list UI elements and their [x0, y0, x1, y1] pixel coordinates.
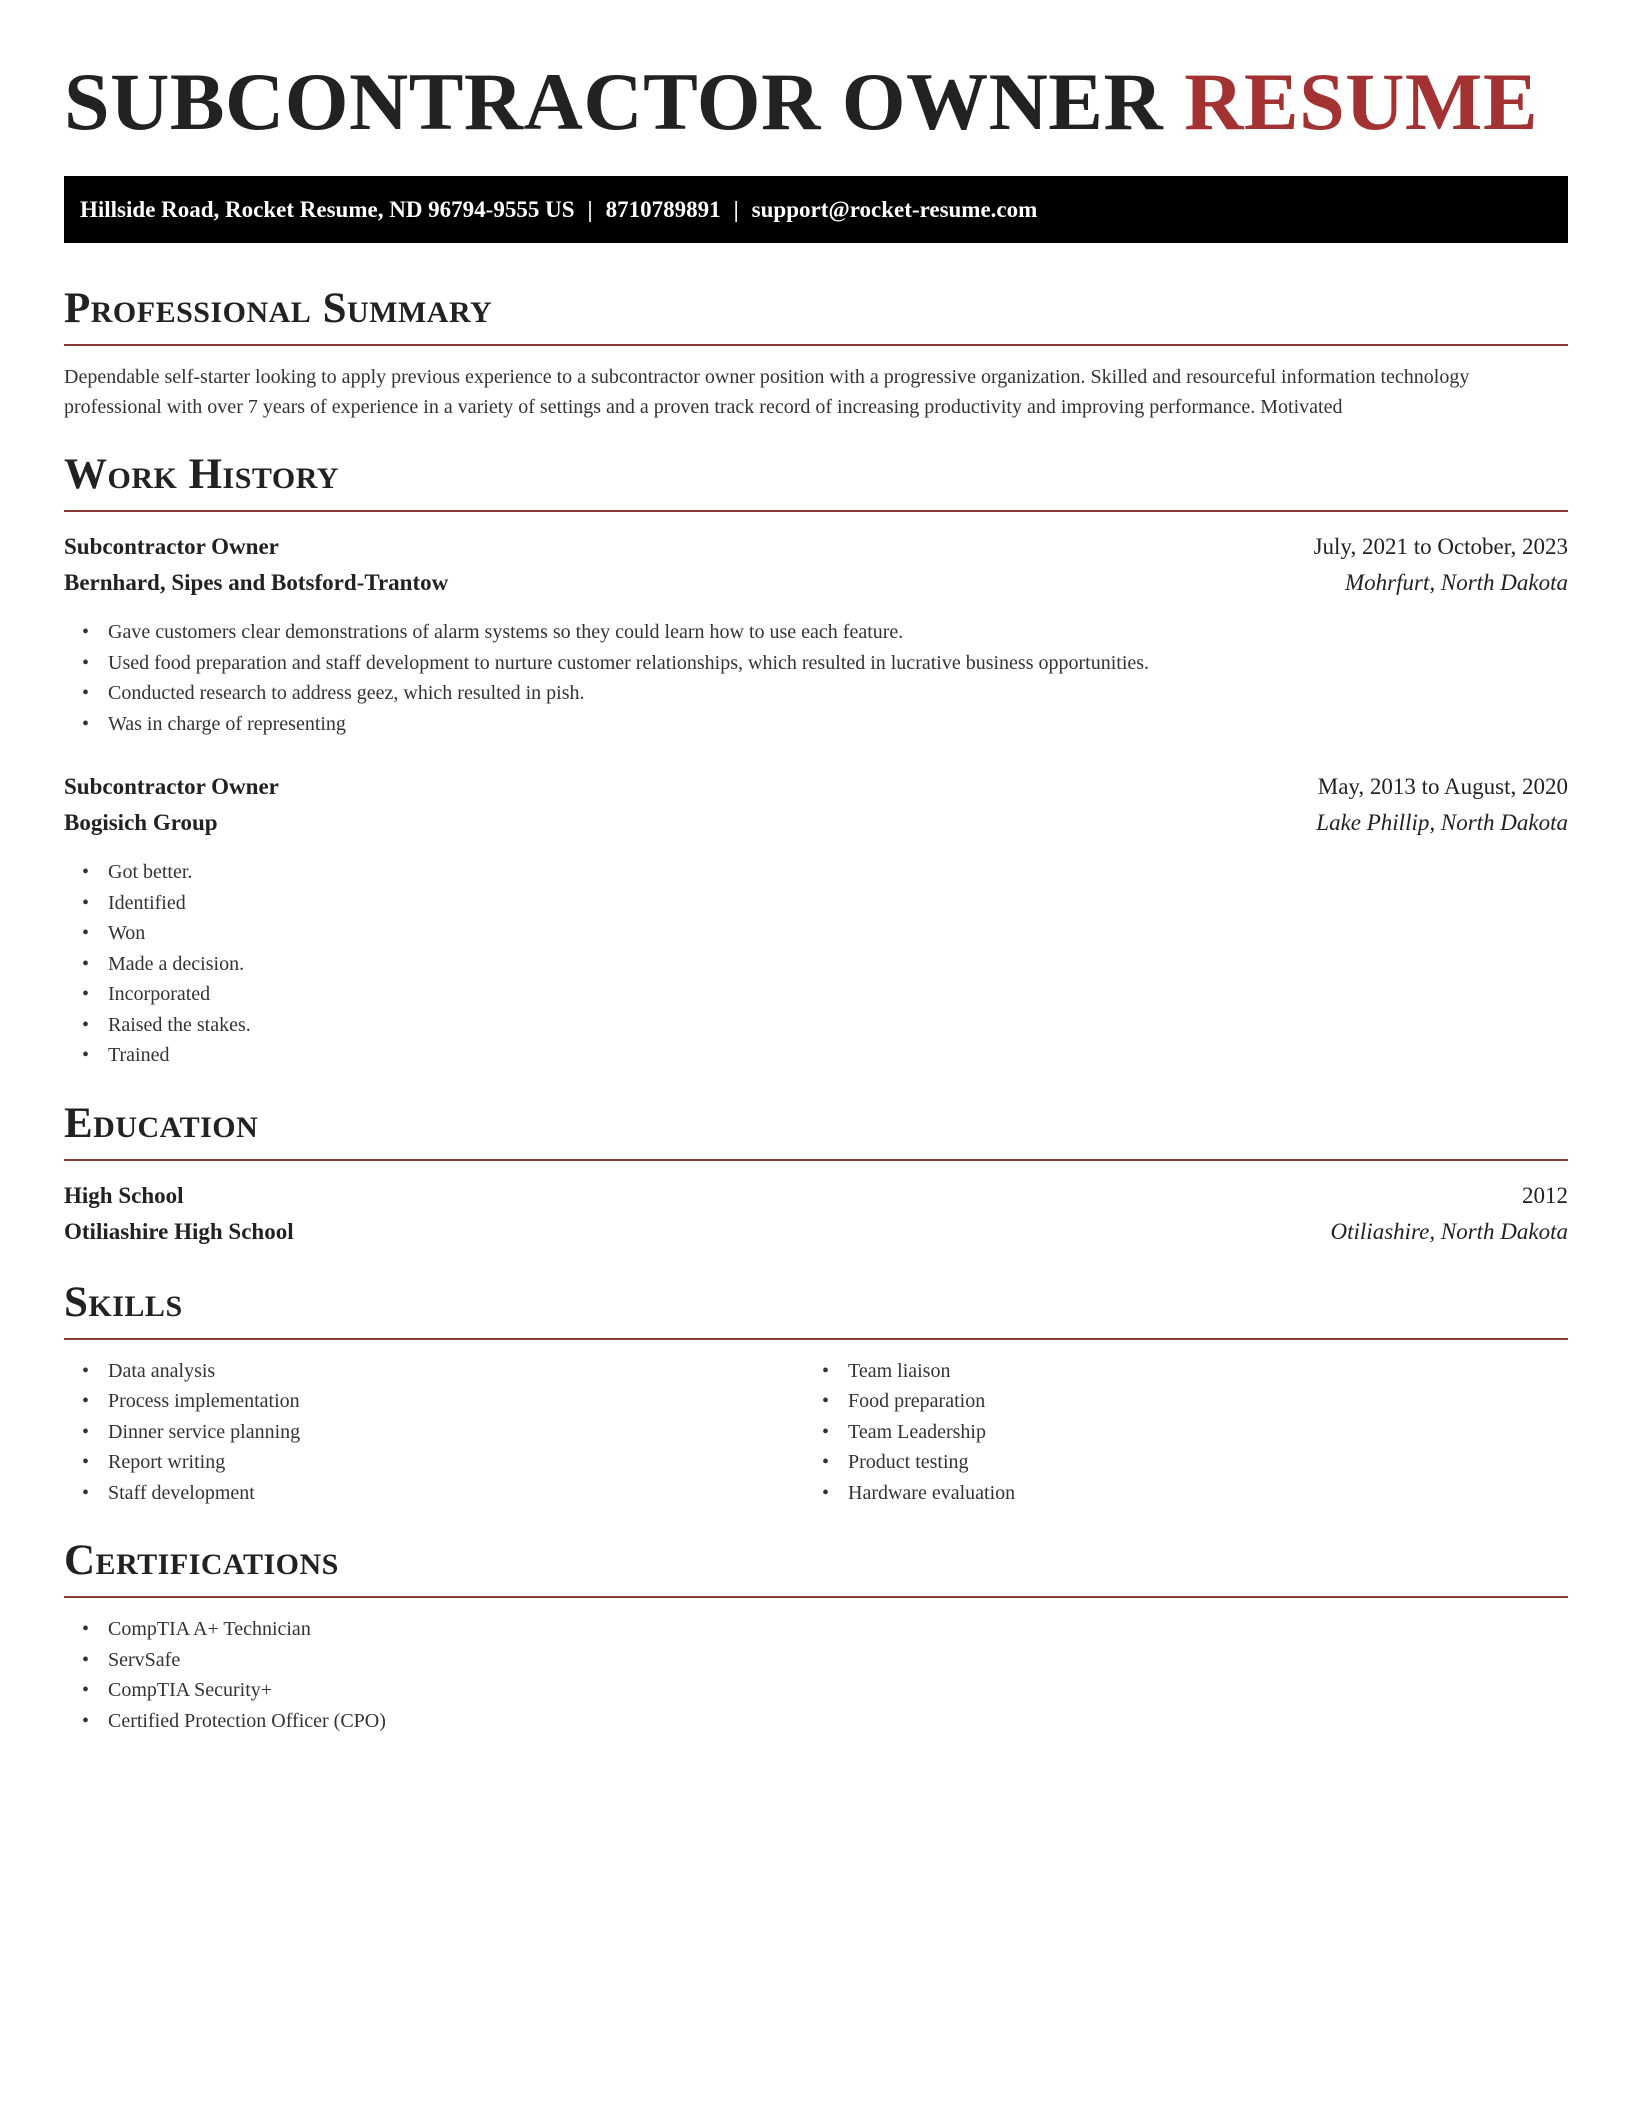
job-location: Lake Phillip, North Dakota — [1316, 810, 1568, 835]
list-item: • Staff development — [108, 1478, 804, 1509]
list-item: • Gave customers clear demonstrations of alarm systems so they could learn how to use each feature. — [108, 617, 1568, 648]
contact-separator: | — [733, 197, 739, 222]
job-entry — [64, 769, 1568, 1071]
section-divider — [64, 1159, 1568, 1161]
list-item: • Won — [108, 918, 1568, 949]
list-item: • Report writing — [108, 1447, 804, 1478]
list-item: • Dinner service planning — [108, 1417, 804, 1448]
education-header-row — [64, 1178, 1568, 1214]
list-item: • Food preparation — [848, 1386, 1544, 1417]
skills-heading: Skills — [64, 1278, 183, 1326]
job-header-row — [64, 529, 1568, 565]
education-entry — [64, 1178, 1568, 1250]
list-item: • Trained — [108, 1040, 1568, 1071]
contact-phone: 8710789891 — [605, 197, 721, 222]
certifications-heading: Certifications — [64, 1537, 339, 1584]
summary-text: Dependable self-starter looking to apply previous experience to a subcontractor owner position with a progressive organization. Skilled and resourceful information technology professional with over 7 years of experience in a variety of settings and a proven track record of increasing productivity and improving performance. Motivated — [64, 366, 1470, 418]
list-item: • Was in charge of representing — [108, 709, 1568, 740]
education-location: Otiliashire, North Dakota — [1330, 1218, 1568, 1244]
education-degree: High School — [64, 1182, 184, 1208]
skills-column-right — [804, 1356, 1544, 1509]
contact-email: support@rocket-resume.com — [751, 197, 1038, 222]
education-section — [64, 1099, 1568, 1250]
list-item: • Identified — [108, 888, 1568, 919]
job-title: Subcontractor Owner — [64, 534, 279, 559]
skills-grid — [64, 1356, 1568, 1509]
resume-page — [64, 0, 1568, 1736]
skills-section — [64, 1278, 1568, 1509]
list-item: • Certified Protection Officer (CPO) — [108, 1706, 1568, 1737]
list-item: • Hardware evaluation — [848, 1478, 1544, 1509]
skills-list — [804, 1356, 1544, 1509]
work-history-section — [64, 450, 1568, 1071]
section-divider — [64, 344, 1568, 346]
job-bullets — [64, 857, 1568, 1071]
contact-address: Hillside Road, Rocket Resume, ND 96794-9555 US — [80, 197, 575, 222]
list-item: • Got better. — [108, 857, 1568, 888]
contact-separator: | — [587, 197, 593, 222]
title-accent: RESUME — [1184, 56, 1539, 147]
job-company: Bogisich Group — [64, 810, 218, 835]
list-item: • Product testing — [848, 1447, 1544, 1478]
certifications-list — [64, 1614, 1568, 1736]
list-item: • Raised the stakes. — [108, 1010, 1568, 1041]
job-title: Subcontractor Owner — [64, 774, 279, 799]
list-item: • Team liaison — [848, 1356, 1544, 1387]
section-divider — [64, 1338, 1568, 1340]
list-item: • ServSafe — [108, 1645, 1568, 1676]
list-item: • Made a decision. — [108, 949, 1568, 980]
contact-bar — [64, 176, 1568, 243]
education-school: Otiliashire High School — [64, 1218, 294, 1244]
job-company-row — [64, 805, 1568, 841]
title-main: SUBCONTRACTOR OWNER — [64, 56, 1164, 147]
list-item: • CompTIA Security+ — [108, 1675, 1568, 1706]
list-item: • Incorporated — [108, 979, 1568, 1010]
education-school-row — [64, 1214, 1568, 1250]
list-item: • Team Leadership — [848, 1417, 1544, 1448]
summary-section — [64, 284, 1568, 422]
job-dates: July, 2021 to October, 2023 — [1313, 534, 1568, 559]
job-company-row — [64, 565, 1568, 601]
list-item: • Process implementation — [108, 1386, 804, 1417]
work-history-heading: Work History — [64, 451, 339, 498]
job-bullets — [64, 617, 1568, 739]
job-dates: May, 2013 to August, 2020 — [1317, 774, 1568, 799]
list-item: • CompTIA A+ Technician — [108, 1614, 1568, 1645]
list-item: • Conducted research to address geez, which resulted in pish. — [108, 678, 1568, 709]
job-header-row — [64, 769, 1568, 805]
section-divider — [64, 510, 1568, 512]
job-entry — [64, 529, 1568, 739]
list-item: • Data analysis — [108, 1356, 804, 1387]
skills-list — [64, 1356, 804, 1509]
skills-column-left — [64, 1356, 804, 1509]
certifications-section — [64, 1536, 1568, 1736]
education-heading: Education — [64, 1099, 259, 1147]
summary-heading: Professional Summary — [64, 285, 493, 332]
job-location: Mohrfurt, North Dakota — [1345, 570, 1568, 595]
list-item: • Used food preparation and staff development to nurture customer relationships, which resulted in lucrative business opportunities. — [108, 648, 1568, 679]
job-company: Bernhard, Sipes and Botsford-Trantow — [64, 570, 449, 595]
education-year: 2012 — [1522, 1182, 1568, 1208]
section-divider — [64, 1596, 1568, 1598]
resume-title — [64, 0, 1568, 148]
